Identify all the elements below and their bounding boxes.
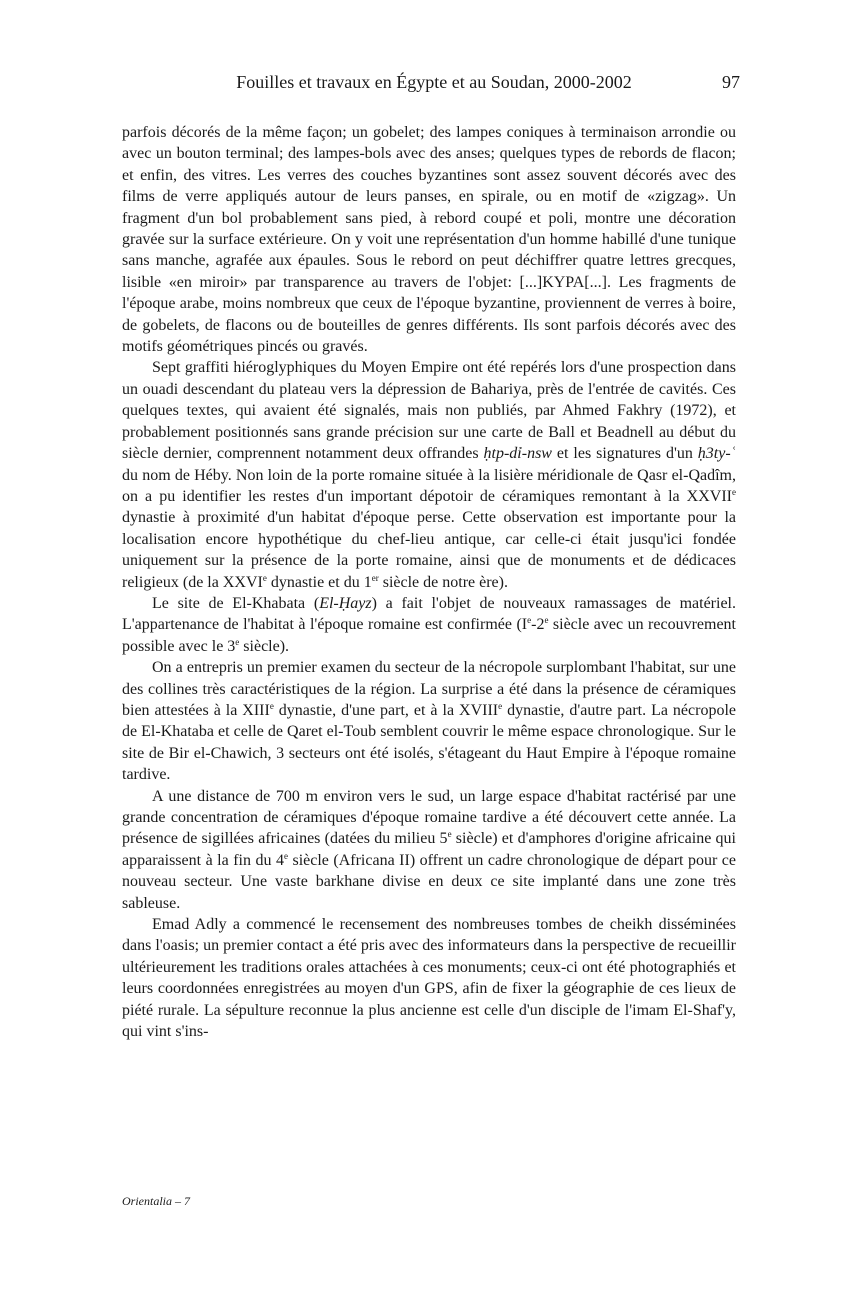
paragraph: [122, 122, 736, 357]
text-run: du nom de Héby. Non loin de la porte romaine située à la lisière méridionale de Qasr el-Qadîm, on a pu identifier les restes d'un important dépotoir de céramiques remontant à la XXVII: [122, 466, 736, 505]
paragraph: [122, 786, 736, 914]
body-text: [122, 122, 736, 1042]
ordinal-superscript: e: [269, 700, 274, 711]
text-run: Le site de El-Khabata (: [152, 594, 320, 612]
text-run: dynastie, d'une part, et à la XVIII: [273, 701, 499, 719]
paragraph: [122, 593, 736, 657]
text-run: Emad Adly a commencé le recensement des nombreuses tombes de cheikh disséminées dans l'oasis; un premier contact a été pris avec des informateurs dans la perspective de recueillir ultérieurement les traditions orales attachées à ces monuments; ceux-ci ont été photographiés et leurs coordonnées enregistrées au moyen d'un GPS, afin de fixer la géographie de ces lieux de piété rurale. La sépulture reconnue la plus ancienne est celle d'un disciple de l'imam El-Shaf'y, qui vint s'ins-: [122, 916, 736, 1041]
ordinal-superscript: e: [732, 486, 736, 497]
ordinal-superscript: er: [371, 572, 379, 583]
text-run: parfois décorés de la même façon; un gobelet; des lampes coniques à terminaison arrondie ou avec un bouton terminal; des lampes-bols avec des anses; quelques types de rebords de flacon; et enfin, des vitres. Les verres des couches byzantines sont assez souvent décorés avec des films de verre appliqués autour de leurs panses, en spirale, ou en motif de «zigzag». Un fragment d'un bol probablement sans pied, à rebord coupé et poli, montre une décoration gravée sur la surface extérieure. On y voit une représentation d'un homme habillé d'une tunique sans manche, agrafée aux épaules. Sous le rebord on peut déchiffrer quatre lettres grecques, lisible «en miroir» par transparence au travers de l'objet: [...]ΚΥΡΑ[...]. Les fragments de l'époque arabe, moins nombreux que ceux de l'époque byzantine, proviennent de verres à boire, de gobelets, de flacons ou de bouteilles de genres différents. Ils sont parfois décorés avec des motifs géométriques pincés ou gravés.: [122, 124, 736, 356]
ordinal-superscript: e: [498, 700, 503, 711]
italic-term: El-Ḥayz: [319, 594, 372, 612]
paragraph: [122, 657, 736, 785]
text-run: dynastie à proximité d'un habitat d'époque perse. Cette observation est importante pour la localisation encore hypothétique du chef-lieu antique, car celle-ci était jusqu'ici fondée uniquement sur la présence de la porte romaine, ainsi que de monuments et de dédicaces religieux (de la XXVI: [122, 509, 736, 591]
text-run: siècle avec un recouvrement possible avec le 3: [122, 616, 736, 655]
ordinal-superscript: e: [544, 615, 549, 626]
text-run: dynastie et du 1: [266, 573, 372, 591]
running-header: [0, 70, 868, 94]
text-run: siècle).: [239, 637, 290, 655]
text-run: -2: [531, 616, 545, 634]
text-run: A une distance de 700 m environ vers le sud, un large espace d'habitat ractérisé par une grande concentration de céramiques d'époque romaine tardive a été découvert cette année. La présence de sigillées africaines (datées du milieu 5: [122, 787, 736, 848]
page-number: 97: [722, 72, 740, 92]
ordinal-superscript: e: [235, 636, 240, 647]
italic-term: ḥ3ty-ʿ: [697, 445, 736, 463]
text-run: On a entrepris un premier examen du secteur de la nécropole surplombant l'habitat, sur une des collines très caractéristiques de la région. La surprise a été dans la présence de céramiques bien attestées à la XIII: [122, 659, 736, 719]
text-run: ) a fait l'objet de nouveaux ramassages de matériel. L'appartenance de l'habitat à l'époque romaine est confirmée (I: [122, 594, 736, 634]
text-run: Sept graffiti hiéroglyphiques du Moyen Empire ont été repérés lors d'une prospection dans un ouadi descendant du plateau vers la dépression de Bahariya, près de l'entrée de cavités. Ces quelques textes, qui avaient été signalés, mais non publiés, par Ahmed Fakhry (1972), et probablement positionnés sans grande précision sur une carte de Ball et Beadnell au début du siècle dernier, comprennent notamment deux offrandes: [122, 359, 736, 463]
ordinal-superscript: e: [527, 615, 532, 626]
signature-mark: Orientalia – 7: [122, 1194, 190, 1208]
text-run: siècle (Africana II) offrent un cadre chronologique de départ pour ce nouveau secteur. Une vaste barkhane divise en deux ce site implanté dans une zone très sableuse.: [122, 851, 736, 912]
ordinal-superscript: e: [447, 829, 452, 840]
ordinal-superscript: e: [262, 572, 267, 583]
paragraph: [122, 357, 736, 592]
text-run: dynastie, d'autre part. La nécropole de El-Khataba et celle de Qaret el-Toub semblent couvrir le même espace chronologique. Sur le site de Bir el-Chawich, 3 secteurs ont été isolés, s'étageant du Haut Empire à l'époque romaine tardive.: [122, 701, 737, 784]
text-run: siècle de notre ère).: [378, 573, 508, 591]
text-run: et les signatures d'un: [551, 445, 698, 463]
italic-term: ḥtp-dỉ-nsw: [483, 445, 552, 463]
text-run: siècle) et d'amphores d'origine africaine qui apparaissent à la fin du 4: [122, 830, 736, 869]
running-title: Fouilles et travaux en Égypte et au Soudan, 2000-2002: [236, 72, 632, 92]
ordinal-superscript: e: [283, 850, 288, 861]
paragraph: [122, 914, 736, 1042]
